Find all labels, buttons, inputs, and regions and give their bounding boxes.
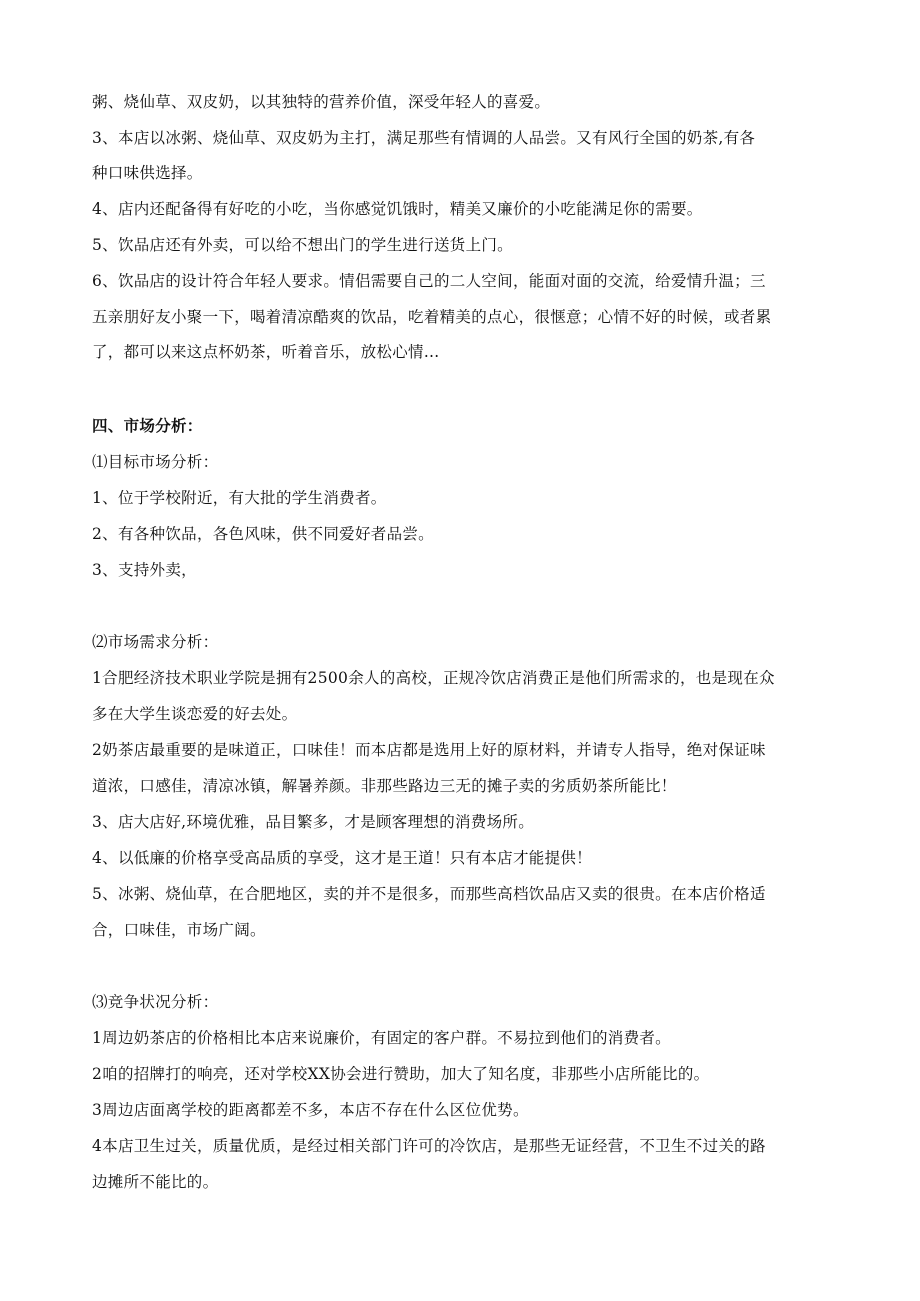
list-item: 5、冰粥、烧仙草，在合肥地区，卖的并不是很多，而那些高档饮品店又卖的很贵。在本店价格适: [92, 885, 766, 903]
list-item: 2奶茶店最重要的是味道正，口味佳！而本店都是选用上好的原材料，并请专人指导，绝对保证味: [92, 741, 766, 759]
list-item: 道浓，口感佳，清凉冰镇，解暑养颜。非那些路边三无的摊子卖的劣质奶茶所能比！: [92, 777, 677, 795]
paragraph-line: 粥、烧仙草、双皮奶，以其独特的营养价值，深受年轻人的喜爱。: [92, 93, 551, 111]
paragraph-line: 了，都可以来这点杯奶茶，听着音乐，放松心情…: [92, 343, 440, 361]
subsection-heading: ⑶竞争状况分析：: [92, 993, 219, 1011]
list-item: 3、支持外卖，: [92, 561, 197, 579]
list-item: 多在大学生谈恋爱的好去处。: [92, 705, 298, 723]
subsection-heading: ⑴目标市场分析：: [92, 453, 219, 471]
list-item: 1、位于学校附近，有大批的学生消费者。: [92, 489, 387, 507]
section-heading: 四、市场分析：: [92, 416, 203, 435]
list-item: 4本店卫生过关，质量优质，是经过相关部门许可的冷饮店，是那些无证经营，不卫生不过关的路: [92, 1137, 766, 1155]
list-item: 3周边店面离学校的距离都差不多，本店不存在什么区位优势。: [92, 1101, 529, 1119]
paragraph-line: 6、饮品店的设计符合年轻人要求。情侣需要自己的二人空间，能面对面的交流，给爱情升温；三: [92, 272, 766, 290]
paragraph-line: 3、本店以冰粥、烧仙草、双皮奶为主打，满足那些有情调的人品尝。又有风行全国的奶茶,有各: [92, 129, 756, 147]
paragraph-line: 5、饮品店还有外卖，可以给不想出门的学生进行送货上门。: [92, 236, 513, 254]
list-item: 2、有各种饮品，各色风味，供不同爱好者品尝。: [92, 525, 434, 543]
paragraph-line: 种口味供选择。: [92, 164, 203, 182]
paragraph-line: 4、店内还配备得有好吃的小吃，当你感觉饥饿时，精美又廉价的小吃能满足你的需要。: [92, 200, 703, 218]
subsection-heading: ⑵市场需求分析：: [92, 633, 219, 651]
list-item: 1合肥经济技术职业学院是拥有2500余人的高校，正规冷饮店消费正是他们所需求的，也是现在众: [92, 669, 775, 687]
list-item: 2咱的招牌打的响亮，还对学校XX协会进行赞助，加大了知名度，非那些小店所能比的。: [92, 1065, 710, 1083]
paragraph-line: 五亲朋好友小聚一下，喝着清凉酷爽的饮品，吃着精美的点心，很惬意；心情不好的时候，或者累: [92, 308, 772, 326]
list-item: 边摊所不能比的。: [92, 1173, 219, 1191]
list-item: 3、店大店好,环境优雅，品目繁多，才是顾客理想的消费场所。: [92, 813, 534, 831]
list-item: 1周边奶茶店的价格相比本店来说廉价，有固定的客户群。不易拉到他们的消费者。: [92, 1029, 671, 1047]
list-item: 合，口味佳，市场广阔。: [92, 921, 266, 939]
list-item: 4、以低廉的价格享受高品质的享受，这才是王道！只有本店才能提供！: [92, 849, 592, 867]
